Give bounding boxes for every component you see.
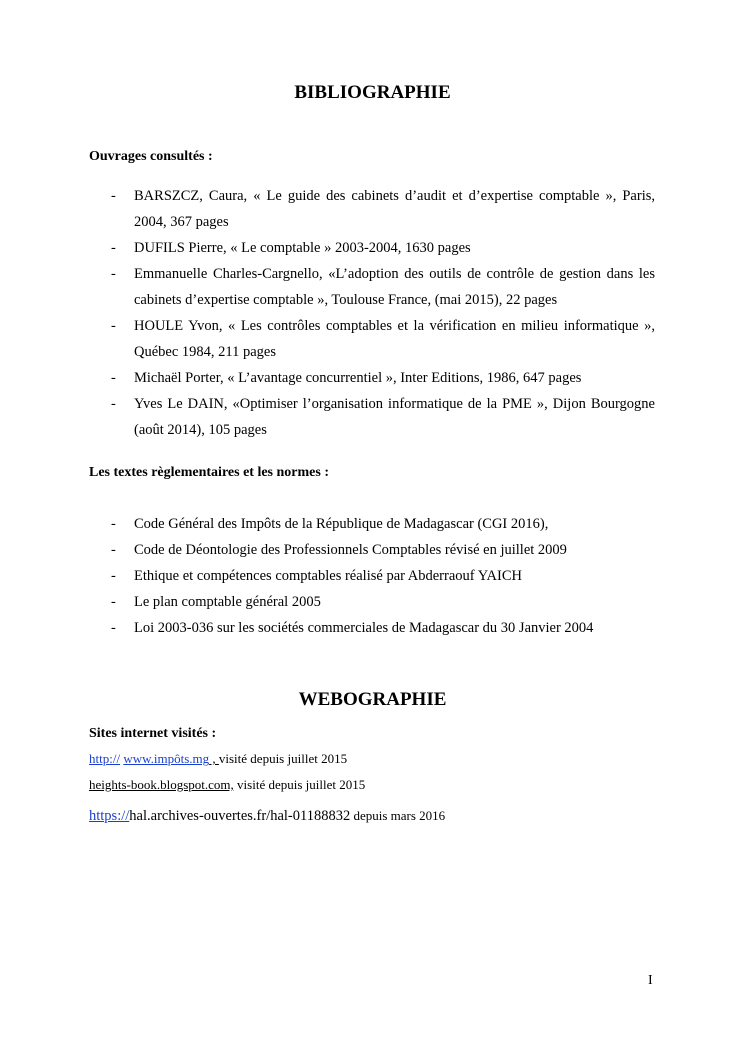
list-item: - DUFILS Pierre, « Le comptable » 2003-2004, 1630 pages: [111, 240, 471, 256]
site3-note: depuis mars 2016: [350, 808, 446, 823]
list-item: - Emmanuelle Charles-Cargnello, «L’adoption des outils de contrôle de gestion dans les cabinets d’expertise comptable », Toulouse France, (mai 2015), 22 pages: [111, 266, 655, 308]
site1-protocol-link[interactable]: http://: [89, 751, 121, 766]
list-item: - Le plan comptable général 2005: [111, 594, 321, 610]
ouvrages-heading: Ouvrages consultés :: [89, 149, 213, 164]
page-number: I: [648, 973, 653, 988]
list-item: - Code Général des Impôts de la République de Madagascar (CGI 2016),: [111, 516, 549, 532]
site2-domain-link[interactable]: heights-book.blogspot.com,: [89, 777, 234, 792]
website-line-2: [89, 777, 365, 793]
list-item: - Ethique et compétences comptables réalisé par Abderraouf YAICH: [111, 568, 523, 584]
sites-heading: Sites internet visités :: [89, 726, 217, 741]
site1-domain-link[interactable]: www.impôts.mg: [123, 751, 210, 766]
textes-heading: Les textes règlementaires et les normes :: [89, 465, 329, 480]
site3-path: hal.archives-ouvertes.fr/hal-01188832: [129, 808, 351, 824]
list-item: - BARSZCZ, Caura, « Le guide des cabinets d’audit et d’expertise comptable », Paris, 2004, 367 pages: [111, 188, 655, 230]
bibliographie-title: BIBLIOGRAPHIE: [294, 82, 451, 103]
site3-protocol-link[interactable]: https://: [89, 808, 130, 824]
site1-separator: ,: [209, 751, 219, 766]
list-item: - Code de Déontologie des Professionnels Comptables révisé en juillet 2009: [111, 542, 567, 558]
list-item: - Yves Le DAIN, «Optimiser l’organisation informatique de la PME », Dijon Bourgogne (août 2014), 105 pages: [111, 396, 655, 438]
website-line-3: [89, 808, 445, 825]
site1-note: visité depuis juillet 2015: [218, 751, 348, 766]
textes-list: [89, 511, 655, 641]
site2-note: visité depuis juillet 2015: [233, 777, 366, 792]
list-item: - Loi 2003-036 sur les sociétés commerciales de Madagascar du 30 Janvier 2004: [111, 620, 594, 636]
list-item: - Michaël Porter, « L’avantage concurrentiel », Inter Editions, 1986, 647 pages: [111, 370, 582, 386]
webographie-title: WEBOGRAPHIE: [298, 689, 447, 710]
list-item: - HOULE Yvon, « Les contrôles comptables et la vérification en milieu informatique », Québec 1984, 211 pages: [111, 318, 655, 360]
website-line-1: [89, 751, 347, 767]
ouvrages-list: [89, 183, 655, 443]
